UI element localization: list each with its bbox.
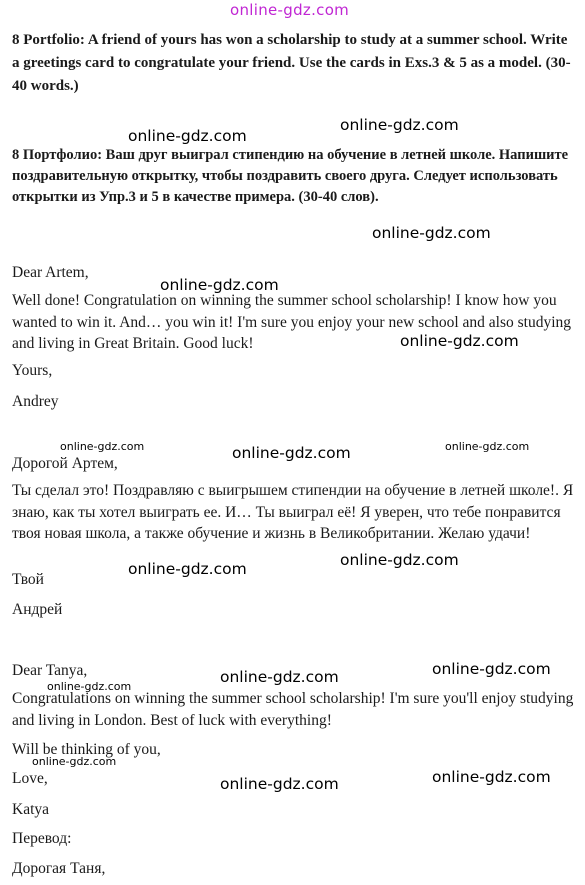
card1-ru-closing: Твой [12, 571, 44, 588]
watermark: online-gdz.com [232, 444, 351, 462]
watermark: online-gdz.com [220, 668, 339, 686]
card2-closing-2: Love, [12, 770, 48, 787]
card1-signature: Andrey [12, 393, 59, 410]
watermark: online-gdz.com [32, 755, 117, 768]
card1-ru-signature: Андрей [12, 601, 63, 618]
watermark: online-gdz.com [372, 224, 491, 242]
header-watermark: online-gdz.com [230, 1, 350, 19]
card1-greeting: Dear Artem, [12, 264, 89, 281]
card1-ru-body: Ты сделал это! Поздравляю с выигрышем стипендии на обучение в летней школе!. Я знаю, как ты хотел выиграть ее. И… Ты выиграл её! Я уверен, что тебе понравится твоя новая школа, а также обучение и жизнь в Великобритании. Желаю удачи! [12, 482, 574, 542]
task-russian: 8 Портфолио: Ваш друг выиграл стипендию на обучение в летней школе. Напишите поздравительную открытку, чтобы поздравить своего друга. Следует использовать открытки из Упр.3 и 5 в качестве примера. (30-40 слов). [12, 147, 569, 205]
card2-ru-greeting: Дорогая Таня, [12, 860, 106, 877]
watermark: online-gdz.com [340, 551, 459, 569]
card1-body: Well done! Congratulation on winning the summer school scholarship! I know how you wanted to win it. And… you win it! I'm sure you enjoy your new school and also studying and living in Great Britain. Good luck! [12, 292, 572, 352]
task-english: 8 Portfolio: A friend of yours has won a scholarship to study at a summer school. Write a greetings card to congratulate your friend. Use the cards in Exs.3 & 5 as a model. (30-40 words.) [12, 32, 571, 94]
card2-greeting: Dear Tanya, [12, 662, 88, 679]
watermark: online-gdz.com [128, 127, 247, 145]
watermark: online-gdz.com [340, 116, 459, 134]
card2-closing-1: Will be thinking of you, [12, 741, 161, 758]
watermark: online-gdz.com [220, 775, 339, 793]
card1-closing: Yours, [12, 362, 53, 379]
watermark: online-gdz.com [47, 680, 132, 693]
watermark: online-gdz.com [432, 660, 551, 678]
watermark: online-gdz.com [160, 276, 279, 294]
watermark: online-gdz.com [128, 560, 247, 578]
watermark: online-gdz.com [60, 440, 145, 453]
watermark: online-gdz.com [400, 332, 519, 350]
watermark: online-gdz.com [445, 440, 530, 453]
card1-ru-greeting: Дорогой Артем, [12, 455, 118, 472]
card2-signature: Katya [12, 801, 50, 818]
card2-body: Congratulations on winning the summer school scholarship! I'm sure you'll enjoy studying and living in London. Best of luck with everything! [12, 690, 574, 729]
watermark: online-gdz.com [432, 768, 551, 786]
translation-label: Перевод: [12, 830, 72, 847]
